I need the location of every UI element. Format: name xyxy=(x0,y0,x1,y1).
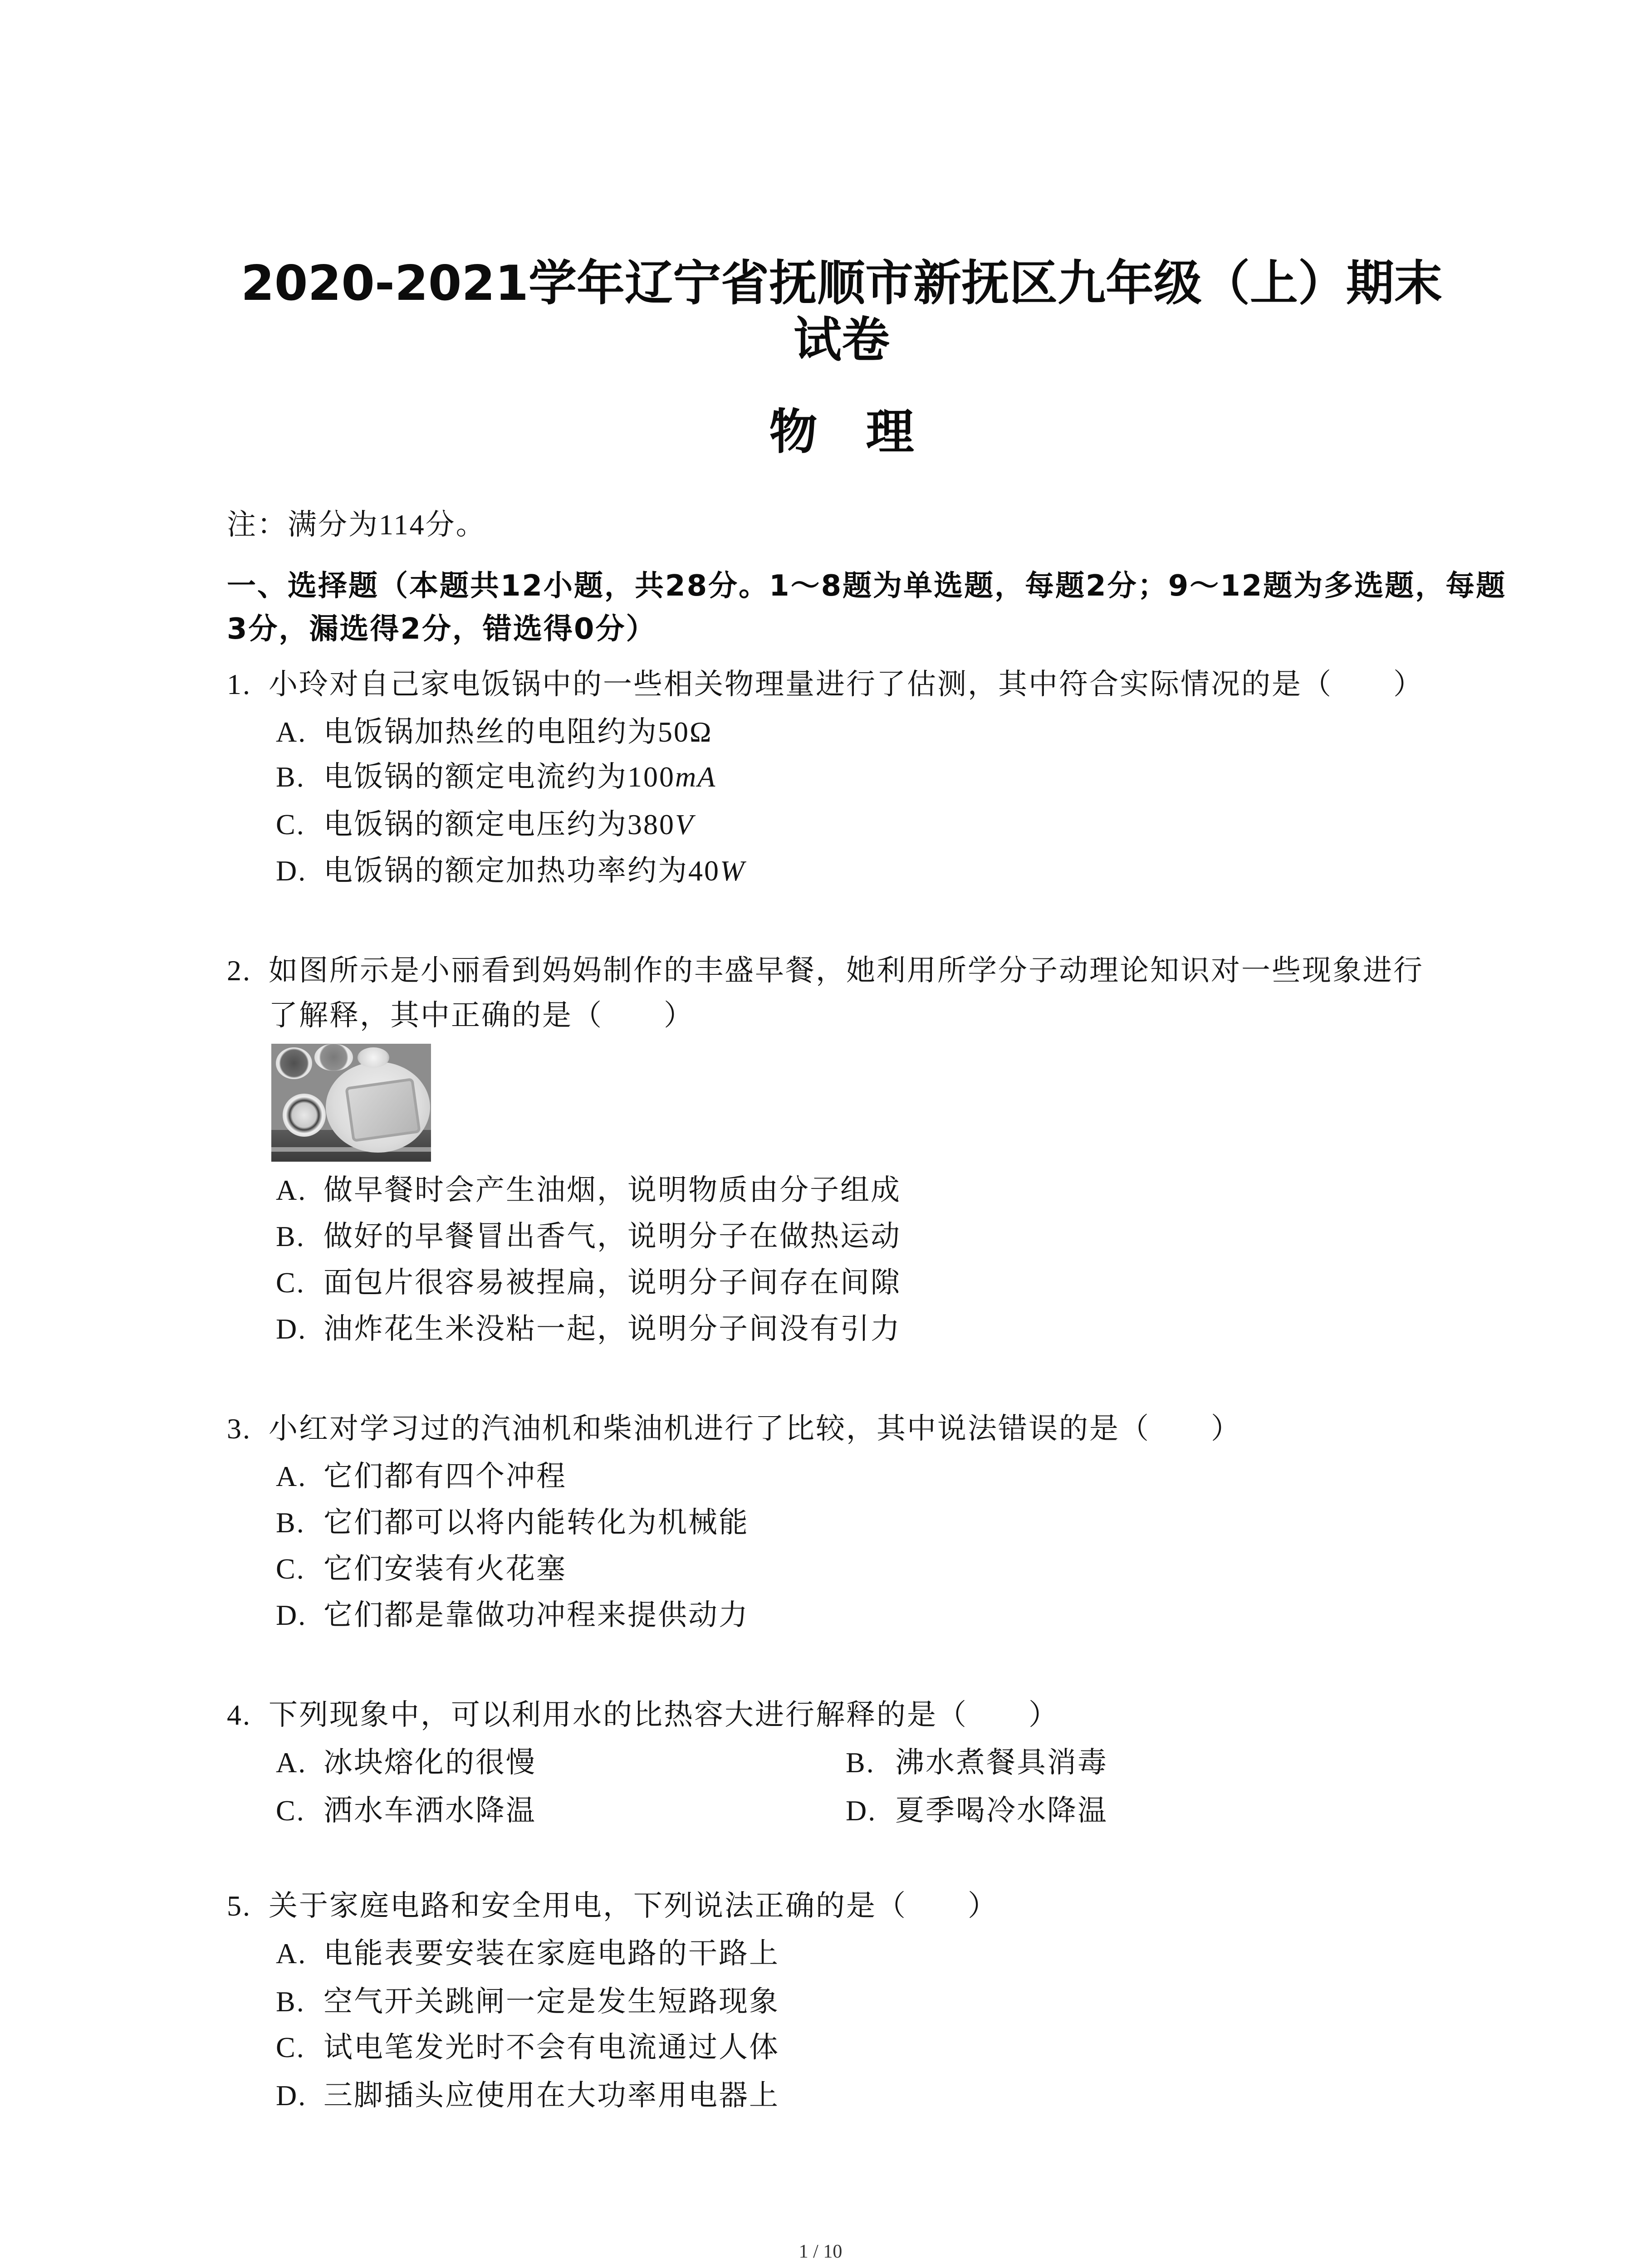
section-header-line-2: 3分，漏选得2分，错选得0分） xyxy=(227,612,656,646)
option-label: D. xyxy=(276,2079,307,2112)
option-label: C. xyxy=(276,1553,305,1585)
exam-title-line-2: 试卷 xyxy=(794,312,890,368)
option-label: C. xyxy=(276,1266,305,1299)
section-header-line-1: 一、选择题（本题共12小题，共28分。1～8题为单选题，每题2分；9～12题为多选题，每题 xyxy=(227,569,1507,603)
photo-bowl xyxy=(283,1094,326,1137)
option-text: 冰块熔化的很慢 xyxy=(323,1746,536,1779)
exam-title-line-1: 2020-2021学年辽宁省抚顺市新抚区九年级（上）期末 xyxy=(240,255,1443,311)
photo-tray-edge xyxy=(271,1147,431,1152)
option-label: D. xyxy=(846,1794,877,1827)
option-unit: W xyxy=(720,855,746,887)
option-unit: V xyxy=(675,808,695,841)
option-body: 电饭锅加热丝的电阻约为50 xyxy=(323,716,690,748)
question-number: 3. xyxy=(227,1413,251,1445)
option-text xyxy=(323,717,713,747)
option-label: C. xyxy=(276,2031,305,2063)
option-text: 它们都有四个冲程 xyxy=(323,1460,567,1492)
question-stem: 关于家庭电路和安全用电，下列说法正确的是（ ） xyxy=(269,1890,998,1922)
option-label: D. xyxy=(276,855,307,887)
question-stem-line-2: 了解释，其中正确的是（ ） xyxy=(269,999,694,1031)
photo-bowl xyxy=(276,1047,312,1079)
page-number: 1 / 10 xyxy=(798,2241,843,2262)
question-number: 4. xyxy=(227,1699,251,1731)
question-stem: 下列现象中，可以利用水的比热容大进行解释的是（ ） xyxy=(269,1699,1059,1731)
option-text xyxy=(323,856,745,886)
option-text: 它们都可以将内能转化为机械能 xyxy=(323,1506,749,1539)
question-stem: 小玲对自己家电饭锅中的一些相关物理量进行了估测，其中符合实际情况的是（ ） xyxy=(269,668,1424,700)
option-text: 做早餐时会产生油烟，说明物质由分子组成 xyxy=(323,1174,901,1206)
score-note: 注：满分为114分。 xyxy=(227,508,486,541)
option-text: 电能表要安装在家庭电路的干路上 xyxy=(323,1937,779,1970)
photo-bowl xyxy=(314,1044,353,1071)
option-label: B. xyxy=(276,1506,305,1539)
option-label: B. xyxy=(276,1220,305,1252)
option-text: 沸水煮餐具消毒 xyxy=(895,1746,1108,1779)
option-text: 夏季喝冷水降温 xyxy=(895,1794,1108,1827)
option-text: 面包片很容易被捏扁，说明分子间存在间隙 xyxy=(323,1266,901,1299)
option-label: B. xyxy=(276,761,305,793)
option-label: B. xyxy=(846,1746,875,1779)
option-text: 洒水车洒水降温 xyxy=(323,1794,536,1827)
option-label: D. xyxy=(276,1313,307,1345)
option-label: B. xyxy=(276,1985,305,2018)
option-label: A. xyxy=(276,1746,307,1779)
photo-toast xyxy=(345,1078,421,1142)
question-stem: 小红对学习过的汽油机和柴油机进行了比较，其中说法错误的是（ ） xyxy=(269,1413,1241,1445)
subject-heading: 物 理 xyxy=(769,404,914,460)
option-label: A. xyxy=(276,1937,307,1970)
option-text: 它们安装有火花塞 xyxy=(323,1553,567,1585)
photo-cup xyxy=(358,1047,389,1068)
question-stem-line-1: 如图所示是小丽看到妈妈制作的丰盛早餐，她利用所学分子动理论知识对一些现象进行 xyxy=(269,954,1424,987)
question-number: 5. xyxy=(227,1890,251,1922)
option-text xyxy=(323,810,694,840)
option-label: A. xyxy=(276,1174,307,1206)
option-text: 它们都是靠做功冲程来提供动力 xyxy=(323,1599,749,1631)
option-text: 油炸花生米没粘一起，说明分子间没有引力 xyxy=(323,1313,901,1345)
option-unit: Ω xyxy=(690,716,713,748)
option-text: 做好的早餐冒出香气，说明分子在做热运动 xyxy=(323,1220,901,1252)
option-text: 空气开关跳闸一定是发生短路现象 xyxy=(323,1985,779,2018)
option-label: C. xyxy=(276,1794,305,1827)
breakfast-photo xyxy=(271,1044,431,1162)
option-body: 电饭锅的额定电流约为100 xyxy=(323,761,675,793)
option-body: 电饭锅的额定电压约为380 xyxy=(323,808,675,841)
option-label: A. xyxy=(276,1460,307,1492)
option-text xyxy=(323,762,716,792)
question-number: 2. xyxy=(227,954,251,987)
option-label: D. xyxy=(276,1599,307,1631)
option-unit: mA xyxy=(675,761,717,793)
question-number: 1. xyxy=(227,668,251,700)
option-text: 三脚插头应使用在大功率用电器上 xyxy=(323,2079,779,2112)
option-label: C. xyxy=(276,808,305,841)
option-text: 试电笔发光时不会有电流通过人体 xyxy=(323,2031,779,2063)
option-label: A. xyxy=(276,716,307,748)
option-body: 电饭锅的额定加热功率约为40 xyxy=(323,855,720,887)
